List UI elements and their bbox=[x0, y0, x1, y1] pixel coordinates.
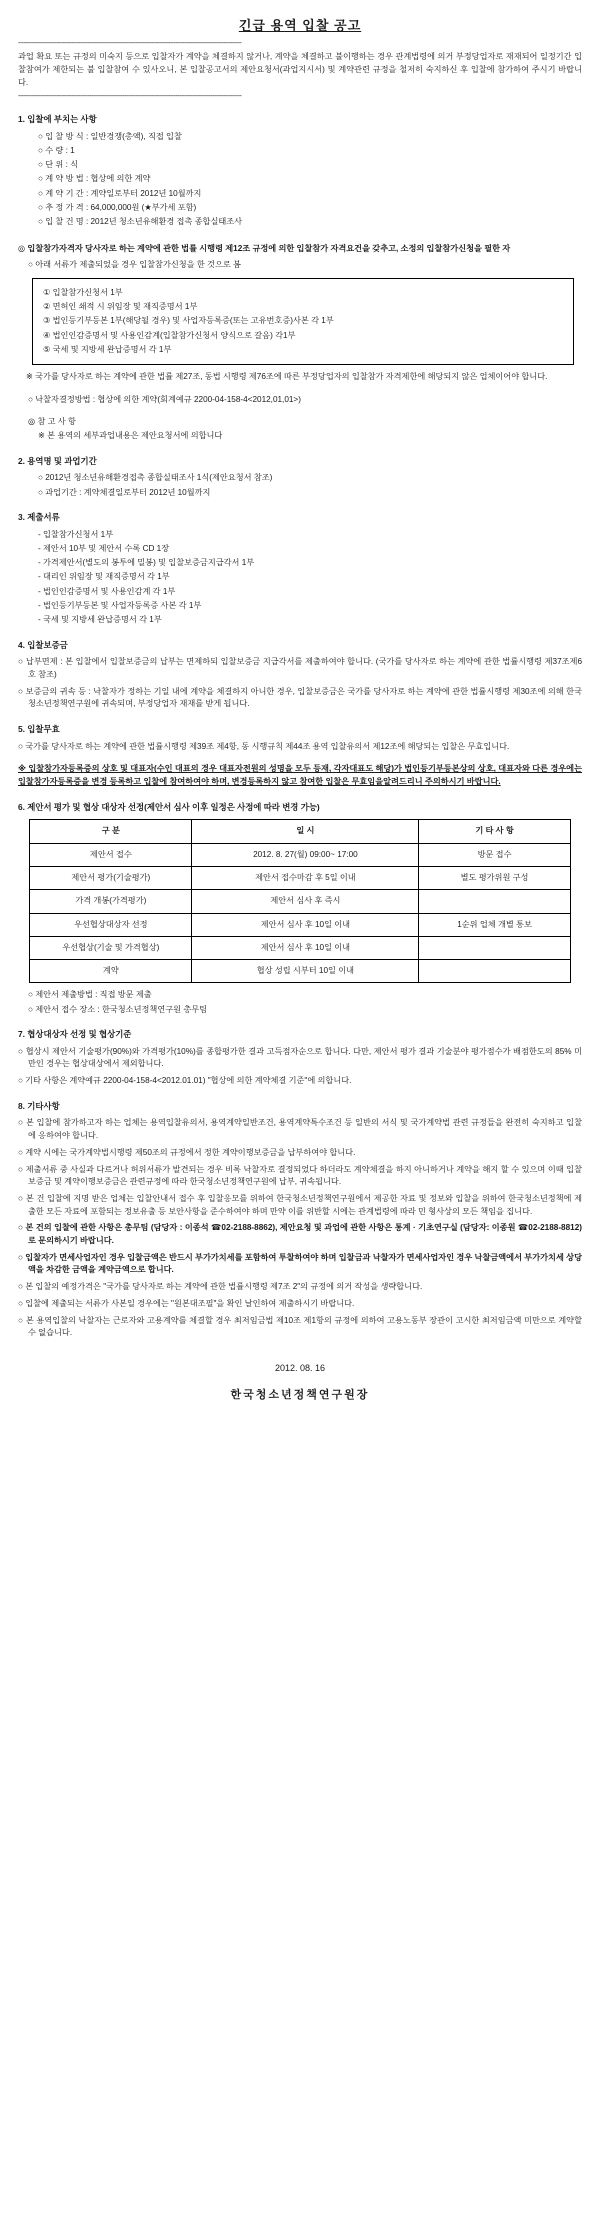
signature-organization: 한국청소년정책연구원장 bbox=[230, 1389, 370, 1402]
section-5-warning: ※ 입찰참가자등록증의 상호 및 대표자(수인 대표의 경우 대표자전원의 성명을 모두 등재, 각자대표도 해당)가 법인등기부등본상의 상호, 대표자와 다른 경우에는 입찰참가자등록증을 변경 등록하고 입찰에 참여하여야 하며, 변경등록하지 않고 참여한 입찰은 무효임을알려드리니 주의하시기 바랍니다. bbox=[18, 764, 582, 787]
qualification-doc-1: ① 입찰참가신청서 1부 bbox=[43, 287, 123, 297]
row-3-datetime: 제안서 심사 후 즉시 bbox=[192, 890, 419, 913]
reference-note: ※ 본 용역의 세부과업내용은 제안요청서에 의합니다 bbox=[38, 431, 223, 441]
qualification-doc-3: ③ 법인등기부등본 1부(해당될 경우) 및 사업자등록증(또는 고유번호증)사본 각 1부 bbox=[43, 316, 334, 326]
section-6-heading: 6. 제안서 평가 및 협상 대상자 선정(제안서 심사 이후 일정은 사정에 따라 변경 가능) bbox=[18, 801, 320, 812]
section-2-item-2: ○ 과업기간 : 계약체결일로부터 2012년 10월까지 bbox=[38, 487, 211, 497]
intro-paragraph: 과업 확요 또는 규정의 미숙지 등으로 입찰자가 계약을 체결하지 않거나, 계약을 체결하고 불이행하는 경우 관계법령에 의거 부정당업자로 재재되어 일정기간 입찰참여가 제한되는 불 입찰참여 수 있사오니, 본 입찰공고서의 제안요청서(과업지시서) 및 계약관련 규정을 철저히 숙지하신 후 입찰에 참가하여 주시기 바랍니다. bbox=[18, 52, 582, 87]
evaluation-schedule-table bbox=[29, 819, 570, 983]
row-5-remarks bbox=[419, 936, 570, 959]
table-header-remarks: 기 타 사 항 bbox=[419, 820, 570, 843]
section-1-item-4: ○ 계 약 방 법 : 협상에 의한 계약 bbox=[38, 174, 151, 184]
table-row bbox=[30, 936, 570, 959]
table-row bbox=[30, 913, 570, 936]
section-8-item-3: ○ 제출서류 중 사실과 다르거나 허위서류가 발견되는 경우 비록 낙찰자로 결정되었다 하더라도 계약체결을 하지 아니하거나 계약을 해지 할 수 있으며 이때 입찰보증금 및 계약이행보증금은 관련규정에 따라 한국청소년정책연구원에 납부, 귀속됩니다. bbox=[18, 1164, 582, 1187]
section-1-heading: 1. 입찰에 부치는 사항 bbox=[18, 113, 97, 124]
section-8-item-6: ○ 입찰자가 면세사업자인 경우 입찰금액은 반드시 부가가치세를 포함하여 투찰하여야 하며 입찰금과 낙찰자가 면세사업자인 경우 낙찰금액에서 부가가치세 상당액을 차감한 금액을 계약금액으로 합니다. bbox=[18, 1252, 582, 1275]
row-4-datetime: 제안서 심사 후 10일 이내 bbox=[192, 913, 419, 936]
section-8-item-1: ○ 본 입찰에 참가하고자 하는 업체는 용역입찰유의서, 용역계약일반조건, 용역계약특수조건 등 일반의 서식 및 국가계약법 관련 규정들을 완전히 숙지하고 입찰에 응하여야 합니다. bbox=[18, 1118, 582, 1141]
divider-top: -------------------------------------------------------------------------------------------------------------------------- bbox=[18, 39, 242, 47]
section-8-item-4: ○ 본 건 입찰에 지명 받은 업체는 입찰안내서 접수 후 입찰응모를 위하여 한국청소년정책연구원에서 제공한 자료 및 정보와 입찰을 위하여 한국청소년정책에 제출한 모든 자료에 포함되는 정보유출 등 보안사항을 준수하여야 하며 만약 이를 위반할 시에는 관계법령에 따라 민 형사상의 모든 책임을 집니다. bbox=[18, 1193, 582, 1216]
section-3-heading: 3. 제출서류 bbox=[18, 511, 60, 522]
row-2-datetime: 제안서 접수마감 후 5일 이내 bbox=[192, 866, 419, 889]
section-3-item-5: - 법인인감증명서 및 사용인감계 각 1부 bbox=[38, 586, 176, 596]
qualification-restriction-note: ※ 국가를 당사자로 하는 계약에 관한 법률 제27조, 동법 시행령 제76조에 따른 부정당업자의 입찰참가 자격제한에 해당되지 않은 업체이어야 합니다. bbox=[26, 372, 548, 382]
signature-date: 2012. 08. 16 bbox=[274, 1362, 326, 1373]
section-3-item-7: - 국세 및 지방세 완납증명서 각 1부 bbox=[38, 615, 162, 625]
section-8-heading: 8. 기타사항 bbox=[18, 1100, 60, 1111]
section-3-item-2: - 제안서 10부 및 제안서 수록 CD 1장 bbox=[38, 543, 170, 553]
row-3-division: 가격 개봉(가격평가) bbox=[30, 890, 192, 913]
section-2-heading: 2. 용역명 및 과업기간 bbox=[18, 455, 97, 466]
row-2-remarks: 별도 평가위원 구성 bbox=[419, 866, 570, 889]
row-1-datetime: 2012. 8. 27(월) 09:00~ 17:00 bbox=[192, 843, 419, 866]
section-8-item-7: ○ 본 입찰의 예정가격은 "국가를 당사자로 하는 계약에 관한 법률시행령 제7조 2"의 규정에 의거 작성을 생략합니다. bbox=[18, 1282, 423, 1292]
table-row bbox=[30, 866, 570, 889]
table-row bbox=[30, 843, 570, 866]
row-1-division: 제안서 접수 bbox=[30, 843, 192, 866]
section-6-item-1: ○ 제안서 제출방법 : 직접 방문 제출 bbox=[28, 990, 152, 1000]
section-1-item-3: ○ 단 위 : 식 bbox=[38, 160, 79, 170]
row-5-datetime: 제안서 심사 후 10일 이내 bbox=[192, 936, 419, 959]
page-title: 긴급 용역 입찰 공고 bbox=[238, 18, 362, 33]
table-header-division: 구 분 bbox=[30, 820, 192, 843]
section-7-heading: 7. 협상대상자 선정 및 협상기준 bbox=[18, 1029, 132, 1040]
section-3-item-3: - 가격제안서(별도의 봉투에 밀봉) 및 입찰보증금지급각서 1부 bbox=[38, 558, 255, 568]
table-row bbox=[30, 960, 570, 983]
row-4-remarks: 1순위 업체 개별 통보 bbox=[419, 913, 570, 936]
section-1-item-7: ○ 입 찰 건 명 : 2012년 청소년유해환경 접촉 종합실태조사 bbox=[38, 217, 243, 227]
section-6-item-2: ○ 제안서 접수 장소 : 한국청소년정책연구원 총무팀 bbox=[28, 1004, 208, 1014]
table-header-datetime: 일 시 bbox=[192, 820, 419, 843]
qualification-doc-4: ④ 법인인감증명서 및 사용인감계(입찰참가신청서 양식으로 갈음) 각1부 bbox=[43, 330, 296, 340]
row-3-remarks bbox=[419, 890, 570, 913]
table-row bbox=[30, 890, 570, 913]
row-6-division: 계약 bbox=[30, 960, 192, 983]
section-3-item-1: - 입찰참가신청서 1부 bbox=[38, 529, 114, 539]
qualification-doc-5: ⑤ 국세 및 지방세 완납증명서 각 1부 bbox=[43, 344, 172, 354]
section-4-heading: 4. 입찰보증금 bbox=[18, 639, 68, 650]
qualification-documents-box bbox=[32, 278, 574, 365]
row-6-datetime: 협상 성립 시부터 10일 이내 bbox=[192, 960, 419, 983]
section-5-item-1: ○ 국가를 당사자로 하는 계약에 관한 법률시행령 제39조 제4항, 동 시행규칙 제44조 용역 입찰유의서 제12조에 해당되는 입찰은 무효입니다. bbox=[18, 741, 510, 751]
reference-heading: ◎ 참 고 사 항 bbox=[28, 417, 76, 427]
row-6-remarks bbox=[419, 960, 570, 983]
section-3-item-6: - 법인등기부등본 및 사업자등록증 사본 각 1부 bbox=[38, 601, 202, 611]
row-4-division: 우선협상대상자 선정 bbox=[30, 913, 192, 936]
section-8-item-9: ○ 본 용역입찰의 낙찰자는 근로자와 고용계약를 체결할 경우 최저임금법 제10조 제1항의 규정에 의하여 고용노동부 장관이 고시한 최저임금액 미만으로 계약할 수 없습니다. bbox=[18, 1315, 582, 1338]
qualification-heading: ◎ 입찰참가자격자 당사자로 하는 계약에 관한 법률 시행령 제12조 규정에 의한 입찰참가 자격요건을 갖추고, 소정의 입찰참가신청을 필한 자 bbox=[18, 243, 511, 253]
section-7-item-1: ○ 협상시 제안서 기술평가(90%)와 가격평가(10%)를 종합평가한 결과 고득점자순으로 합니다. 다만, 제안서 평가 결과 기술분야 평가점수가 배점한도의 85% 미만인 경우는 협상대상에서 제외합니다. bbox=[18, 1046, 582, 1069]
qualification-subnote: ○ 아래 서류가 제출되었을 경우 입찰참가신청을 한 것으로 봄 bbox=[28, 260, 241, 270]
section-8-contact: ○ 본 건의 입찰에 관한 사항은 총무팀 (담당자 : 이종석 ☎02-2188-8862), 제안요청 및 과업에 관한 사항은 통계 · 기초연구실 (담당자: 이종원 ☎02-2188-8812)로 문의하시기 바랍니다. bbox=[18, 1223, 582, 1246]
section-1-item-6: ○ 추 정 가 격 : 64,000,000원 (★부가세 포함) bbox=[38, 203, 197, 213]
section-3-item-4: - 대리인 위임장 및 재직증명서 각 1부 bbox=[38, 572, 170, 582]
table-header-row bbox=[30, 820, 570, 843]
award-method: ○ 낙찰자결정방법 : 협상에 의한 계약(회계예규 2200-04-158-4<2012,01,01>) bbox=[28, 394, 301, 404]
section-4-item-1: ○ 납부면제 : 본 입찰에서 입찰보증금의 납부는 면제하되 입찰보증금 지급각서를 제출하여야 합니다. (국가를 당사자로 하는 계약에 관한 법률시행령 제37조제6호 참조) bbox=[18, 657, 582, 679]
row-5-division: 우선협상(기술 및 가격협상) bbox=[30, 936, 192, 959]
row-1-remarks: 방문 접수 bbox=[419, 843, 570, 866]
section-4-item-2: ○ 보증금의 귀속 등 : 낙찰자가 정하는 기일 내에 계약을 체결하지 아니한 경우, 입찰보증금은 국가를 당사자로 하는 계약에 관한 법률시행령 제30조에 의해 한국청소년정책연구원에 귀속되며, 부정당업자 재재를 받게 됩니다. bbox=[18, 686, 582, 709]
qualification-doc-2: ② 면허인 쇄적 시 위임장 및 재직증명서 1부 bbox=[43, 301, 198, 311]
section-7-item-2: ○ 기타 사항은 계약예규 2200-04-158-4<2012.01.01) "협상에 의한 계약체결 기준"에 의합니다. bbox=[18, 1076, 352, 1086]
section-1-item-1: ○ 입 찰 방 식 : 일반경쟁(총액), 직접 입찰 bbox=[38, 131, 182, 141]
section-1-item-5: ○ 계 약 기 간 : 계약일로부터 2012년 10월까지 bbox=[38, 188, 202, 198]
section-1-item-2: ○ 수 량 : 1 bbox=[38, 145, 75, 155]
section-2-item-1: ○ 2012년 청소년유해환경접촉 종합실태조사 1식(제안요청서 참조) bbox=[38, 473, 273, 483]
section-8-item-8: ○ 입찰에 제출되는 서류가 사본일 경우에는 "원본대조필"을 확인 날인하여 제출하시기 바랍니다. bbox=[18, 1298, 355, 1308]
row-2-division: 제안서 평가(기술평가) bbox=[30, 866, 192, 889]
section-5-heading: 5. 입찰무효 bbox=[18, 724, 60, 735]
section-8-item-2: ○ 계약 시에는 국가계약법시행령 제50조의 규정에서 정한 계약이행보증금을 납부하여야 합니다. bbox=[18, 1147, 356, 1157]
divider-below-intro: -------------------------------------------------------------------------------------------------------------------------- bbox=[18, 93, 242, 101]
